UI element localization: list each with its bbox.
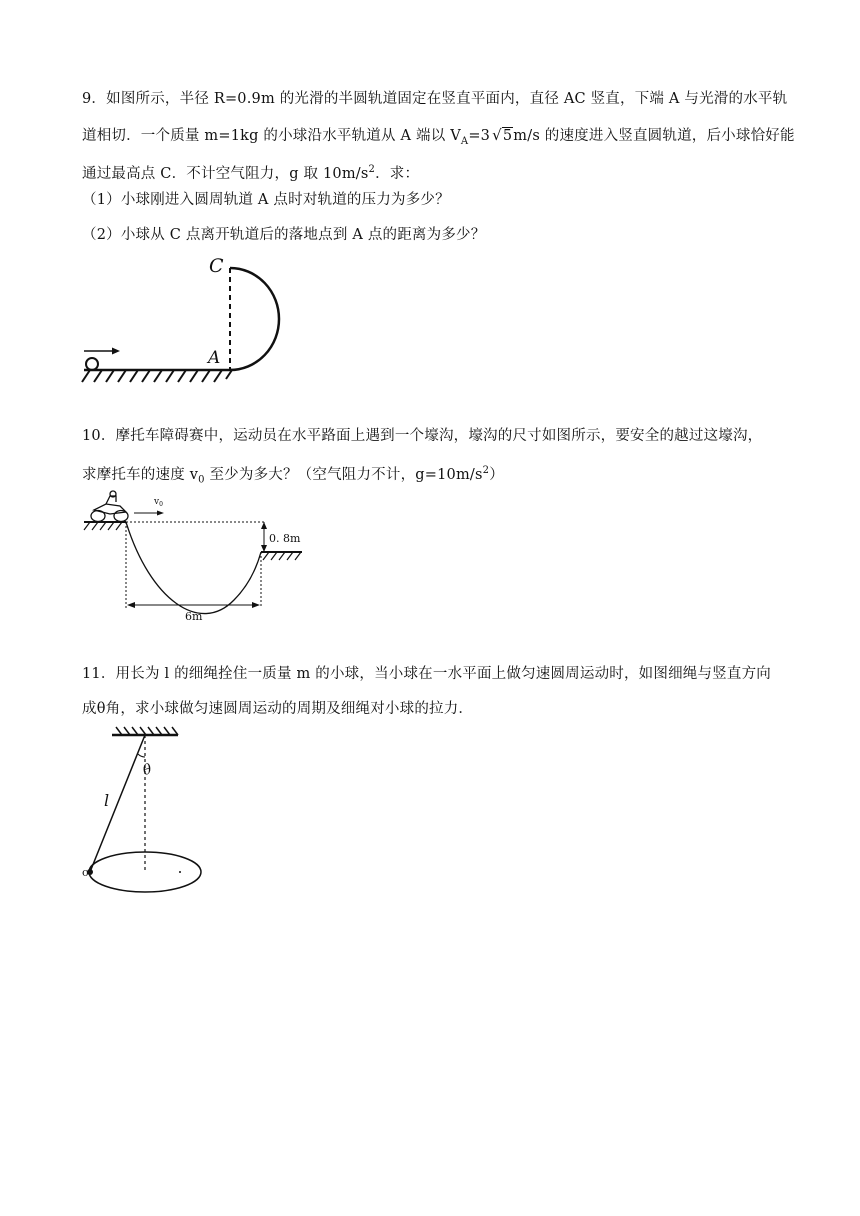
q9-part-2-text: （2）小球从 C 点离开轨道后的落地点到 A 点的距离为多少？ (82, 227, 486, 243)
q10-figure (80, 490, 320, 630)
q10-text-1: 10．摩托车障碍赛中，运动员在水平路面上遇到一个壕沟，壕沟的尺寸如图所示，要安全的越过这壕沟， (82, 428, 763, 444)
q11-text-1: 11．用长为 l 的细绳拴住一质量 m 的小球，当小球在一水平面上做匀速圆周运动时，如图细绳与竖直方向 (82, 666, 771, 682)
q10-exponent: 2 (482, 465, 490, 476)
q11-label-theta: θ (141, 761, 154, 780)
q9-va-subscript: A (460, 135, 469, 147)
q10-line-1 (82, 426, 762, 446)
sqrt-icon: √ (492, 126, 502, 144)
q9-text-2b: =3 (468, 128, 491, 144)
q10-width-label: 6m (185, 610, 203, 623)
q9-sqrt (490, 125, 513, 146)
q11-line-2 (82, 699, 473, 719)
q11-label-o: o (82, 866, 89, 879)
q9-line-1 (82, 89, 787, 109)
q9-line-2 (82, 125, 795, 152)
q11-figure (78, 726, 218, 906)
q10-text-2c: ） (489, 466, 504, 483)
q9-part-1 (82, 190, 450, 210)
q11-label-l: l (104, 791, 110, 810)
q10-v-label: $v_0$ (154, 497, 163, 508)
q9-figure (78, 248, 298, 388)
q9-text-3b: ．求： (375, 165, 420, 182)
q9-text-1: 9．如图所示，半径 R=0.9m 的光滑的半圆轨道固定在竖直平面内，直径 AC 竖直，下端 A 与光滑的水平轨 (82, 91, 788, 107)
q9-label-a: A (208, 348, 221, 368)
q10-text-2b: 至少为多大？（空气阻力不计，g=10m/s (204, 466, 483, 483)
q9-part-2 (82, 225, 485, 245)
q9-label-c: C (209, 255, 224, 277)
q10-v0-subscript: 0 (198, 474, 205, 486)
q9-part-1-text: （1）小球刚进入圆周轨道 A 点时对轨道的压力为多少？ (82, 192, 450, 208)
q11-text-2: 成θ角，求小球做匀速圆周运动的周期及细绳对小球的拉力． (82, 701, 474, 717)
motorcycle-icon (91, 491, 128, 522)
q9-text-2a: 道相切．一个质量 m=1kg 的小球沿水平轨道从 A 端以 V (82, 128, 461, 144)
q10-height-label: 0. 8m (269, 532, 301, 545)
q9-text-3a: 通过最高点 C．不计空气阻力，g 取 10m/s (82, 165, 369, 182)
ball-icon (86, 358, 98, 370)
q9-line-3 (82, 160, 419, 184)
q10-text-2a: 求摩托车的速度 v (82, 466, 199, 483)
q10-line-2 (82, 461, 504, 491)
q9-exponent: 2 (368, 164, 376, 175)
q9-text-2c: m/s 的速度进入竖直圆轨道，后小球恰好能 (513, 128, 795, 144)
q11-line-1 (82, 664, 771, 684)
q9-sqrt-value: 5 (502, 128, 513, 144)
